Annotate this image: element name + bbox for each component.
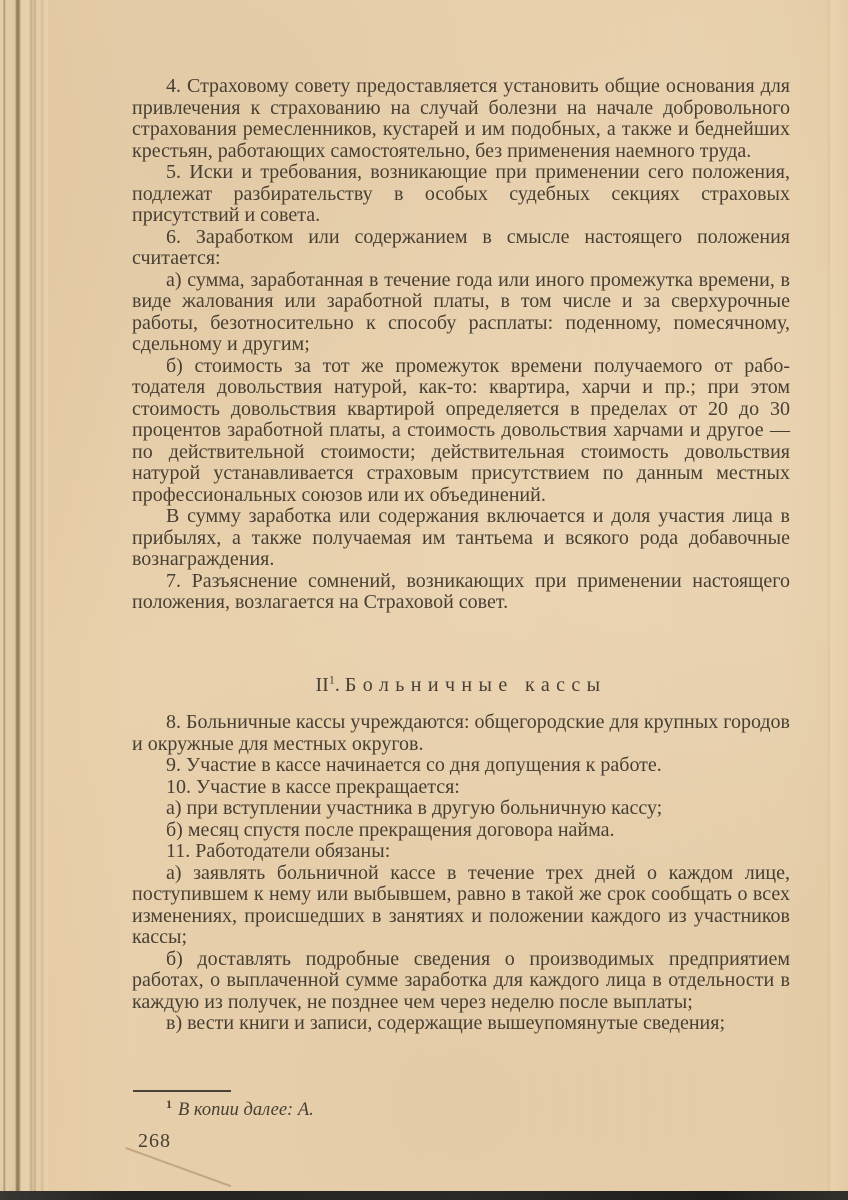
paragraph-article-11: 11. Работодатели обязаны: xyxy=(166,840,391,862)
paragraph-article-8: 8. Больничные кассы учреждаются: общегородские для крупных городов и окружные для местных округов. xyxy=(132,711,790,755)
footnote-text: В копии далее: А. xyxy=(178,1100,314,1120)
paragraph-article-6b: б) стоимость за тот же промежуток времени получаемого от работодателя довольствия натурой, как-то: квартира, харчи и пр.; при этом стоимость довольствия квартирой определяется в пределах от 20 до 30 процентов заработной платы, а стоимость довольствия харчами и другое — по действительной стоимости; действительная стоимость довольствия натурой устанавливается страховым присутствием по данным местных профессиональных союзов или их объединений. xyxy=(132,354,790,506)
book-binding-edge xyxy=(0,0,48,1200)
paragraph-article-10: 10. Участие в кассе прекращается: xyxy=(166,775,460,798)
heading-title: Больничные кассы xyxy=(344,674,607,696)
paragraph-article-6-addendum: В сумму заработка или содержания включается и доля участия лица в прибылях, а также получаемая им тантьема и всякого рода добавочные вознаграждения. xyxy=(132,505,790,570)
footnote xyxy=(132,1096,790,1121)
paper-crease xyxy=(125,1147,231,1187)
heading-numeral: II xyxy=(315,674,329,696)
footnote-marker: 1 xyxy=(166,1096,172,1111)
paragraph-article-11b: б) доставлять подробные сведения о производимых предприятием работах, о выплаченной сумме заработка для каждого лица в отдельности в каждую из получек, не позднее чем через неделю после выплаты; xyxy=(132,947,790,1013)
section-articles-4-7 xyxy=(132,76,790,614)
paragraph-article-7: 7. Разъяснение сомнений, возникающих при применении настоящего положения, возлагается на Страховой совет. xyxy=(132,569,790,613)
footnote-rule xyxy=(133,1090,231,1092)
page-number: 268 xyxy=(138,1130,171,1152)
heading-period: . xyxy=(334,674,345,696)
paragraph-article-11v: в) вести книги и записи, содержащие вышеупомянутые сведения; xyxy=(166,1012,726,1034)
paragraph-article-5: 5. Иски и требования, возникающие при применении сего положения, подлежат разбирательству в особых судебных секциях страховых присутствий и совета. xyxy=(132,161,790,226)
heading-footnote-marker: 1 xyxy=(328,672,335,687)
page-right-edge xyxy=(828,0,848,1200)
paragraph-article-11a: а) заявлять больничной кассе в течение трех дней о каждом лице, поступившем к нему или выбывшем, равно в такой же срок сообщать о всех изменениях, происшедших в занятиях и положении каждого из участников кассы; xyxy=(132,861,790,948)
paragraph-article-10a: а) при вступлении участника в другую больничную кассу; xyxy=(166,797,663,819)
paragraph-article-6: 6. Заработком или содержанием в смысле настоящего положения считается: xyxy=(132,225,790,269)
section-heading xyxy=(132,674,790,697)
paragraph-article-4: 4. Страховому совету предоставляется установить общие основания для привлечения к страхованию на случай болезни на начале добровольного страхования ремесленников, кустарей и им подобных, а также и беднейших крестьян, работающих самостоятельно, без применения наемного труда. xyxy=(132,75,790,162)
section-articles-8-11 xyxy=(132,712,790,1035)
scanner-bed-strip xyxy=(0,1191,848,1200)
paragraph-article-6a: а) сумма, заработанная в течение года или иного промежутка времени, в виде жалования или заработной платы, в том числе и за сверхурочные работы, безотносительно к способу расплаты: поденному, помесячному, сдельному и другим; xyxy=(132,268,790,355)
paragraph-article-10b: б) месяц спустя после прекращения договора найма. xyxy=(166,818,615,841)
paragraph-article-9: 9. Участие в кассе начинается со дня допущения к работе. xyxy=(166,754,662,776)
